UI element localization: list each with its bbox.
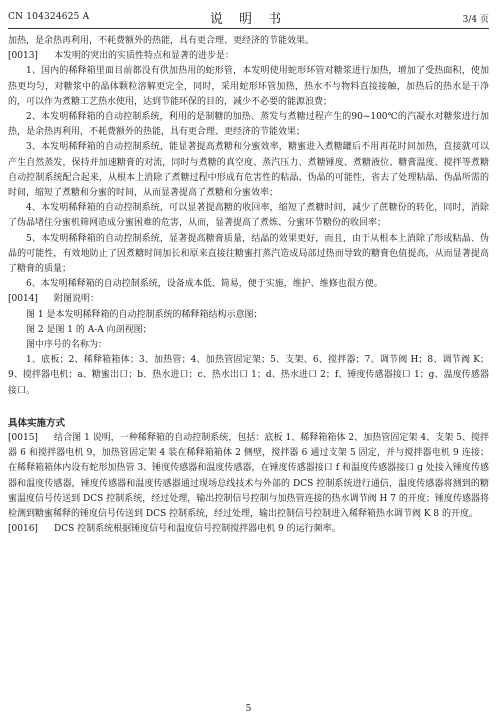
paragraph-text: 1、底板；2、稀释箱箱体；3、加热管；4、加热管固定架；5、支架、6、搅拌器；7、调节阀 H；8、调节阀 K；9、搅拌器电机；a、糖蜜出口；b、热水进口；c、热水出口 1；d、热水进口 2；f、锤度传感器接口 1；g、温度传感器接口。 <box>8 355 489 396</box>
paragraph-text: 图 2 是图 1 的 A-A 向剖视图； <box>26 324 152 335</box>
page-number: 5 <box>245 704 252 714</box>
paragraph <box>8 353 489 399</box>
paragraph-number: [0013] <box>8 51 38 62</box>
paragraph-text: 结合图 1 说明，一种稀释箱的自动控制系统，包括：底板 1、稀释箱箱体 2、加热管固定架 4、支架 5、搅拌器 6 和搅拌器电机 9，加热管固定架 4 装在稀释箱箱体 2 侧壁，搅拌器 6 通过支架 5 固定，并与搅拌器电机 9 连接；在稀释箱箱体内设有蛇形加热管 3、锤度传感器和温度传感器，在锤度传感器接口 f 和温度传感器接口 g 处接入锤度传感器和温度传感器，锤度传感器和温度传感器通过现场总线技术与外部的 DCS 控制系统进行通信，温度传感器将测到的糖蜜温度信号传送到 DCS 控制系统，经过处理，输出控制信号控制与加热管连接的热水调节阀 H 7 的开度；锤度传感器将检测到糖蜜稀释的锤度信号传送到 DCS 控制系统，经过处理，输出控制信号控制进入稀释箱热水调节阀 K 8 的开度。 <box>8 433 489 520</box>
paragraph-number: [0016] <box>8 524 38 535</box>
header-divider <box>8 28 489 29</box>
paragraph <box>8 232 489 278</box>
paragraph-text: 2、本发明稀释箱的自动控制系统，利用的是制糖的加热、蒸发与煮糖过程产生的90~100℃的汽凝水对糖浆进行加热，是余热再利用，不耗费额外的热能，具有更合理、更经济的节能效果； <box>8 112 489 138</box>
paragraph <box>8 522 489 537</box>
document-number: CN 104324625 A <box>8 12 90 22</box>
paragraph <box>8 338 489 353</box>
paragraph-text: 5、本发明稀释箱的自动控制系统，显著提高糖膏质量，结晶的效果更好，而且，由于从根本上消除了形成粘晶、伪晶的可能性，有效地防止了因煮糖时间加长和原来直接往糖蜜打蒸汽造成局部过热而导致的糖膏色值提高，从而显著提高了糖膏的质量； <box>8 233 489 275</box>
paragraph <box>8 34 489 49</box>
paragraph-text: 本发明的突出的实质性特点和显著的进步是： <box>54 51 235 62</box>
paragraph-text: 3、本发明稀释箱的自动控制系统，能显著提高煮糖和分蜜效率，糖蜜进入煮糖罐后不用再花时间加热，直接就可以产生自然蒸发，保持并加速糖膏的对流，同时与煮糖的真空度、蒸汽压力、煮糖锤度、煮糖液位、糖膏温度、搅拌等煮糖自动控制系统配合起来，从根本上消除了煮糖过程中形成有危害性的粘晶、伪晶的可能性，省去了处理粘晶、伪晶所需的时间，缩短了煮糖和分蜜的时间，从而显著提高了煮糖和分蜜效率； <box>8 142 489 199</box>
section-title: 具体实施方式 <box>8 417 66 429</box>
paragraph <box>8 431 489 522</box>
paragraph-text: 图中序号的名称为： <box>26 340 108 351</box>
paragraph-list <box>8 34 489 399</box>
paragraph-number: [0014] <box>8 294 38 305</box>
paragraph-text: 4、本发明稀释箱的自动控制系统，可以显著提高糖的收回率，缩短了煮糖时间，减少了蔗糖份的转化，同时，消除了伪晶堵住分蜜机筛网造成分蜜困难的危害，从而，显著提高了煮炼、分蜜环节糖份的收回率； <box>8 203 489 229</box>
paragraph <box>8 201 489 231</box>
paragraph-text: 1、国内的稀释箱里面目前都没有供加热用的蛇形管，本发明使用蛇形环管对糖浆进行加热，增加了受热面积，使加热更均匀，对糖浆中的晶体颗粒溶解更完全，同时，采用蛇形环管加热，热水不与物料直接接触，加热后的热水是干净的，可以作为煮糖工艺热水使用，达到节能环保的目的，减少不必要的能源浪费； <box>8 66 489 107</box>
paragraph <box>8 292 489 307</box>
paragraph <box>8 323 489 338</box>
paragraph-number: [0015] <box>8 433 38 444</box>
paragraph <box>8 49 489 64</box>
document-title: 说 明 书 <box>209 12 288 27</box>
paragraph-text: 图 1 是本发明稀释箱的自动控制系统的稀释箱结构示意图； <box>26 309 263 320</box>
paragraph <box>8 110 489 140</box>
paragraph <box>8 64 489 110</box>
paragraph <box>8 140 489 201</box>
paragraph <box>8 277 489 292</box>
document-body <box>8 34 489 538</box>
paragraph-list-embodiment <box>8 431 489 537</box>
paragraph-text: DCS 控制系统根据锤度信号和温度信号控制搅拌器电机 9 的运行频率。 <box>54 524 341 535</box>
paragraph-text: 加热，是余热再利用，不耗费额外的热能，具有更合理、更经济的节能效果。 <box>8 36 315 46</box>
paragraph-text: 6、本发明稀释箱的自动控制系统，设备成本低、简易，便于实施，维护、维修也很方便。 <box>26 279 383 290</box>
paragraph <box>8 308 489 323</box>
page-indicator: 3/4 页 <box>462 15 489 25</box>
page-header <box>8 6 489 28</box>
paragraph-text: 附图说明： <box>54 294 100 305</box>
